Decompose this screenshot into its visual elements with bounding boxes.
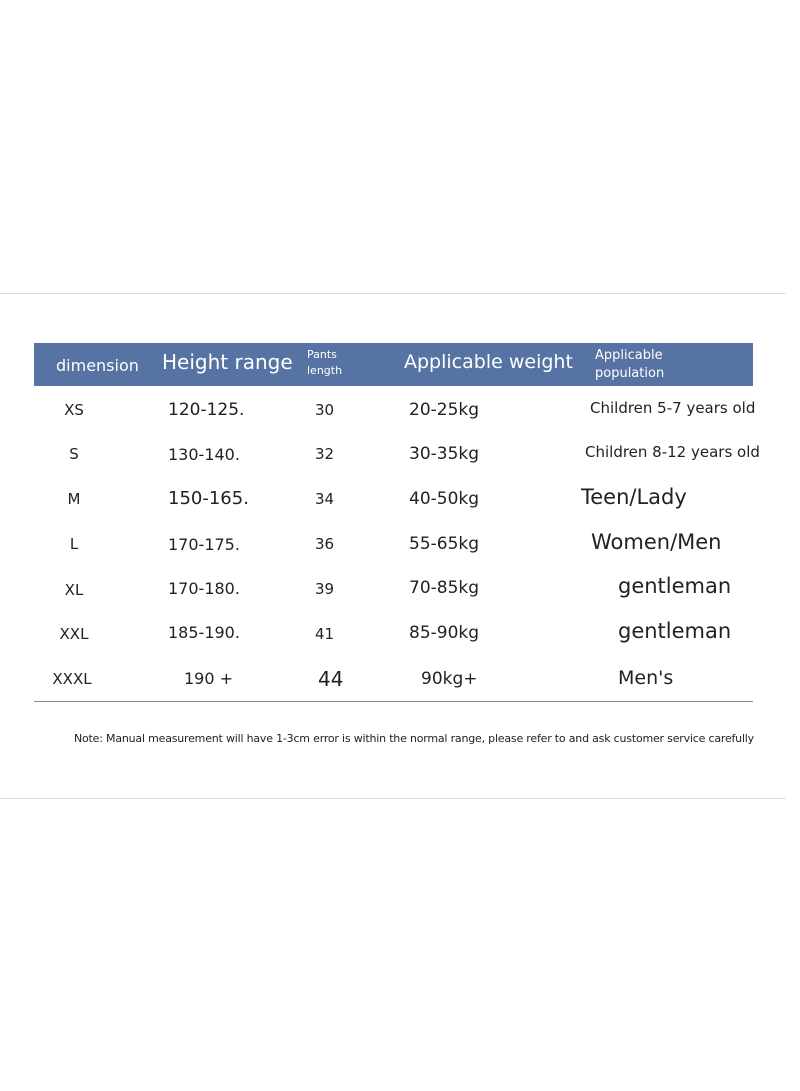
height-cell: 190 +	[184, 669, 234, 688]
height-cell: 120-125.	[168, 400, 245, 420]
population-cell: Children 5-7 years old	[590, 399, 756, 417]
size-cell: XL	[64, 581, 84, 599]
header-pants-length-line1: Pants	[307, 348, 337, 361]
header-applicable-population	[595, 347, 715, 383]
population-cell: Men's	[618, 667, 674, 689]
weight-cell: 55-65kg	[409, 534, 480, 554]
size-cell: XXL	[59, 625, 89, 643]
header-pants-length	[307, 347, 347, 379]
pants-length-cell: 32	[315, 445, 335, 463]
population-cell: gentleman	[618, 619, 732, 643]
weight-cell: 85-90kg	[409, 623, 480, 643]
header-height-range: Height range	[162, 350, 293, 374]
height-cell: 150-165.	[168, 488, 249, 509]
table-row	[34, 665, 753, 709]
header-population-line2: population	[595, 366, 665, 381]
height-cell: 170-180.	[168, 579, 240, 598]
size-cell: XS	[64, 401, 84, 419]
weight-cell: 70-85kg	[409, 578, 480, 598]
weight-cell: 30-35kg	[409, 444, 480, 464]
pants-length-cell: 41	[315, 625, 335, 643]
pants-length-cell: 34	[315, 490, 335, 508]
table-row	[34, 530, 753, 574]
table-row	[34, 485, 753, 529]
header-applicable-weight: Applicable weight	[404, 351, 573, 373]
weight-cell: 20-25kg	[409, 400, 480, 420]
table-row	[34, 396, 756, 440]
table-row	[34, 619, 753, 663]
population-cell: Women/Men	[591, 530, 722, 554]
size-chart-panel	[0, 293, 786, 799]
weight-cell: 40-50kg	[409, 489, 480, 509]
pants-length-cell: 36	[315, 535, 335, 553]
pants-length-cell: 30	[315, 401, 335, 419]
pants-length-cell: 44	[318, 667, 344, 691]
height-cell: 170-175.	[168, 535, 240, 554]
header-population-line1: Applicable	[595, 348, 663, 363]
size-cell: XXXL	[52, 670, 92, 688]
table-header	[34, 343, 753, 386]
pants-length-cell: 39	[315, 580, 335, 598]
header-pants-length-line2: length	[307, 364, 343, 377]
height-cell: 185-190.	[168, 623, 240, 642]
weight-cell: 90kg+	[421, 669, 478, 689]
size-cell: L	[69, 535, 79, 553]
measurement-note: Note: Manual measurement will have 1-3cm error is within the normal range, please refer to and ask customer service carefully	[74, 732, 754, 745]
table-row	[34, 574, 753, 618]
header-dimension: dimension	[56, 356, 139, 375]
table-bottom-divider	[34, 701, 753, 702]
population-cell: Teen/Lady	[581, 485, 687, 509]
height-cell: 130-140.	[168, 445, 240, 464]
size-cell: M	[67, 490, 81, 508]
population-cell: gentleman	[618, 574, 732, 598]
population-cell: Children 8-12 years old	[585, 443, 760, 461]
size-cell: S	[69, 445, 79, 463]
table-row	[34, 440, 760, 484]
